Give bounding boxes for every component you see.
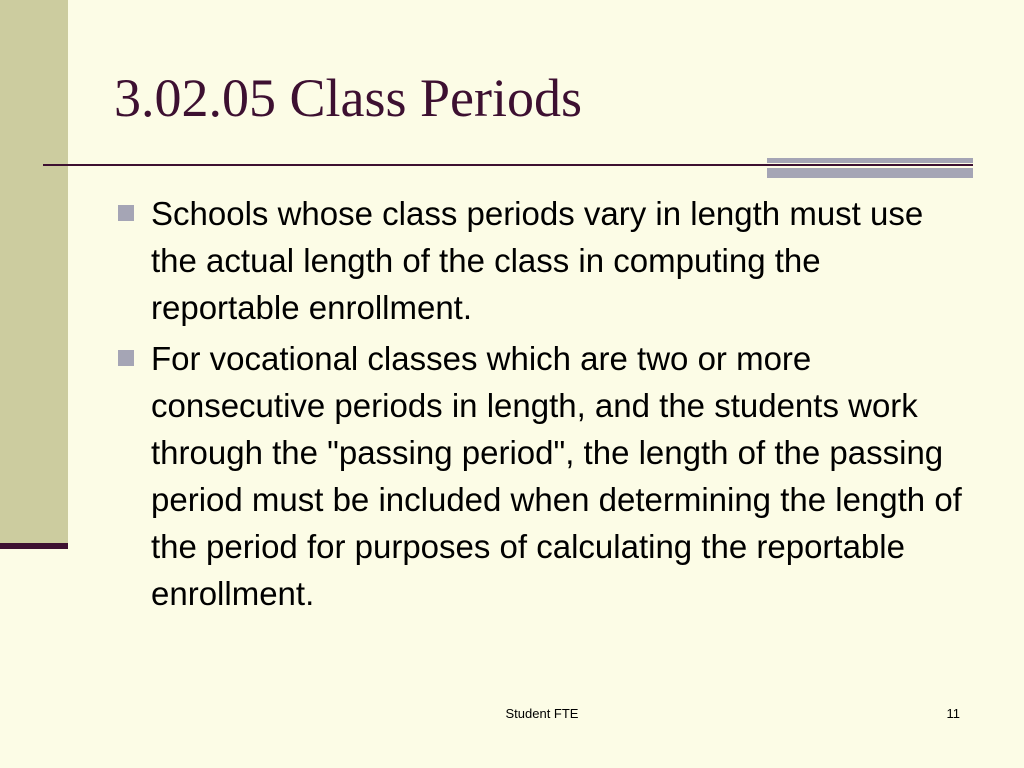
slide-number: 11 xyxy=(946,706,960,721)
slide-title: 3.02.05 Class Periods xyxy=(114,68,583,128)
bullet-item xyxy=(114,335,974,617)
title-accent-bar-bottom xyxy=(767,168,973,178)
square-bullet-icon xyxy=(118,350,134,366)
bullet-text: For vocational classes which are two or more consecutive periods in length, and the students work through the "passing period", the length of the passing period must be included when determining the length of the period for purposes of calculating the reportable enrollment. xyxy=(151,340,962,612)
side-decoration-bar xyxy=(0,0,68,545)
title-divider xyxy=(43,164,973,166)
footer-text: Student FTE xyxy=(505,706,579,721)
bullet-item xyxy=(114,190,974,331)
bullet-text: Schools whose class periods vary in length must use the actual length of the class in computing the reportable enrollment. xyxy=(151,195,924,326)
bullet-list xyxy=(114,190,974,621)
square-bullet-icon xyxy=(118,205,134,221)
title-accent-bar-top xyxy=(767,158,973,163)
side-decoration-line xyxy=(0,543,68,549)
